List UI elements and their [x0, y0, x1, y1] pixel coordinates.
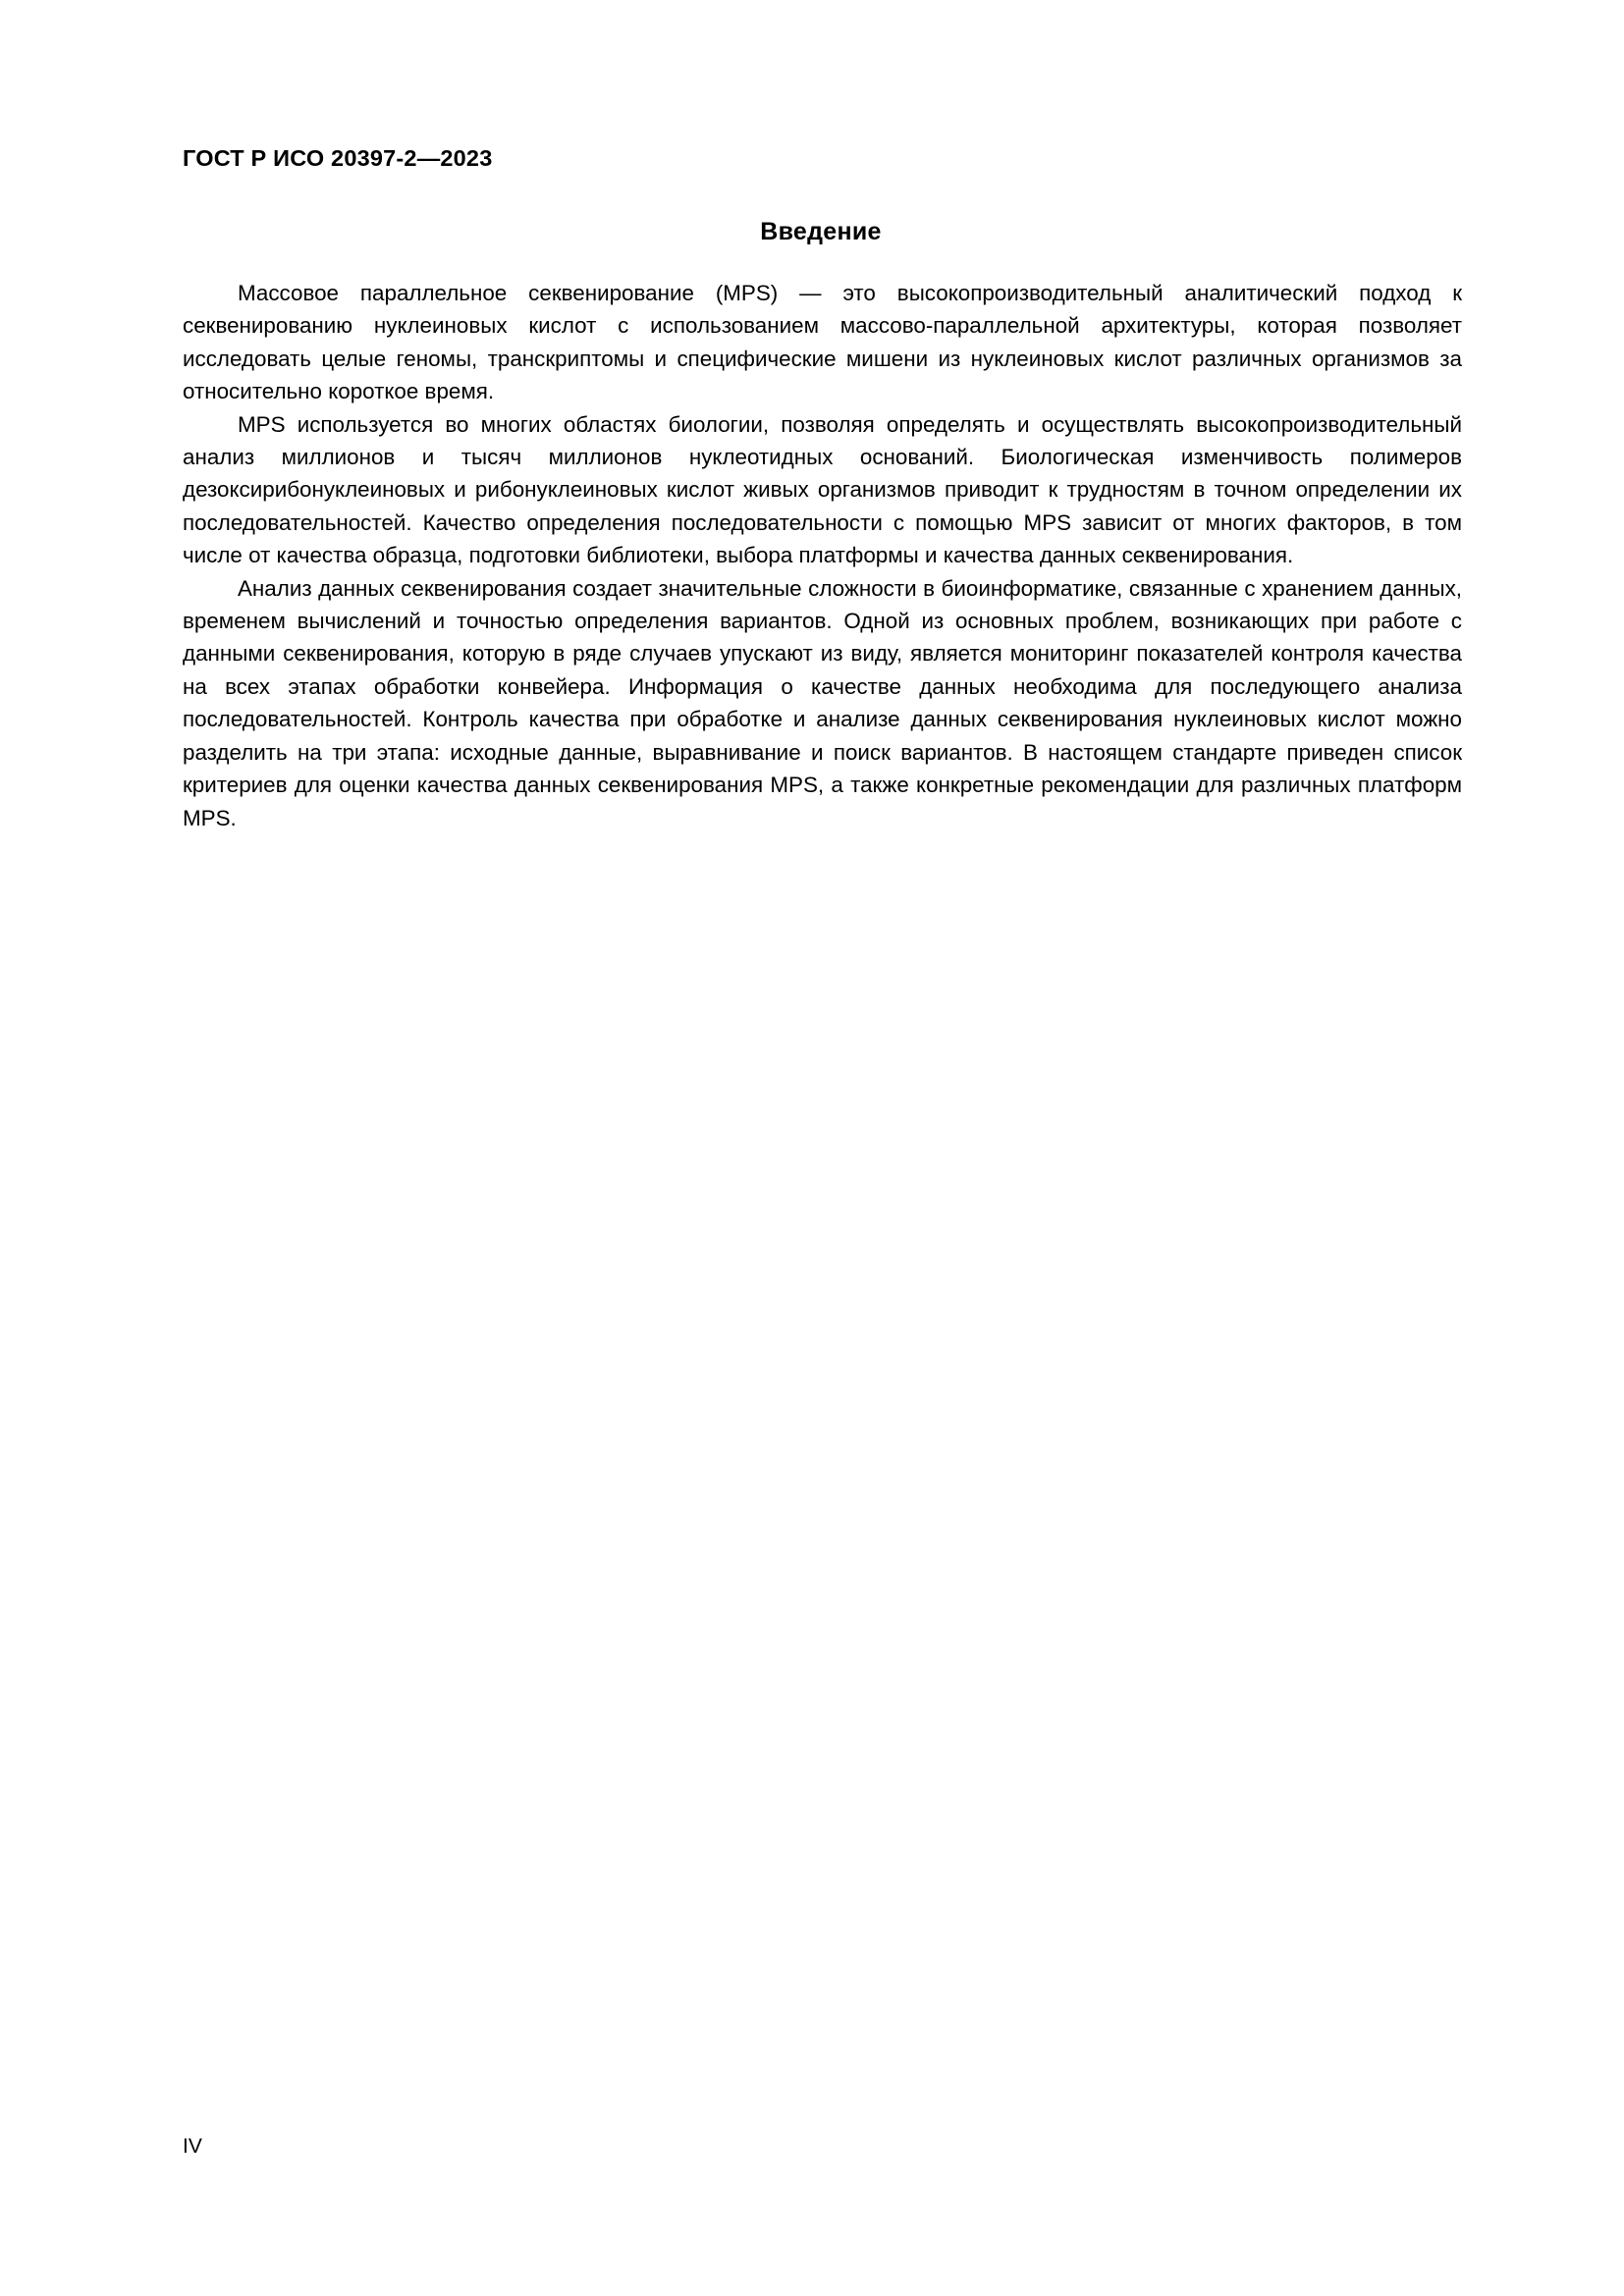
paragraph: MPS используется во многих областях биологии, позволяя определять и осуществлять высокопроизводительный анализ миллионов и тысяч миллионов нуклеотидных оснований. Биологическая изменчивость полимеров дезоксирибонуклеиновых и рибонуклеиновых кислот живых организмов приводит к трудностям в точном определении их последовательностей. Качество определения последовательности с помощью MPS зависит от многих факторов, в том числе от качества образца, подготовки библиотеки, выбора платформы и качества данных секвенирования.: [183, 411, 1462, 568]
paragraph: Анализ данных секвенирования создает значительные сложности в биоинформатике, связанные с хранением данных, временем вычислений и точностью определения вариантов. Одной из основных проблем, возникающих при работе с данными секвенирования, которую в ряде случаев упускают из виду, является мониторинг показателей контроля качества на всех этапах обработки конвейера. Информация о качестве данных необходима для последующего анализа последовательностей. Контроль качества при обработке и анализе данных секвенирования нуклеиновых кислот можно разделить на три этапа: исходные данные, выравнивание и поиск вариантов. В настоящем стандарте приведен список критериев для оценки качества данных секвенирования MPS, а также конкретные рекомендации для различных платформ MPS.: [183, 575, 1462, 830]
section-title: Введение: [760, 218, 882, 245]
standard-identifier: ГОСТ Р ИСО 20397-2—2023: [183, 145, 493, 171]
paragraph: Массовое параллельное секвенирование (MPS) — это высокопроизводительный аналитический подход к секвенированию нуклеиновых кислот с использованием массово-параллельной архитектуры, которая позволяет исследовать целые геномы, транскриптомы и специфические мишени из нуклеиновых кислот различных организмов за относительно короткое время.: [183, 281, 1462, 404]
introduction-body: [183, 277, 1462, 834]
page-number: IV: [183, 2135, 202, 2158]
